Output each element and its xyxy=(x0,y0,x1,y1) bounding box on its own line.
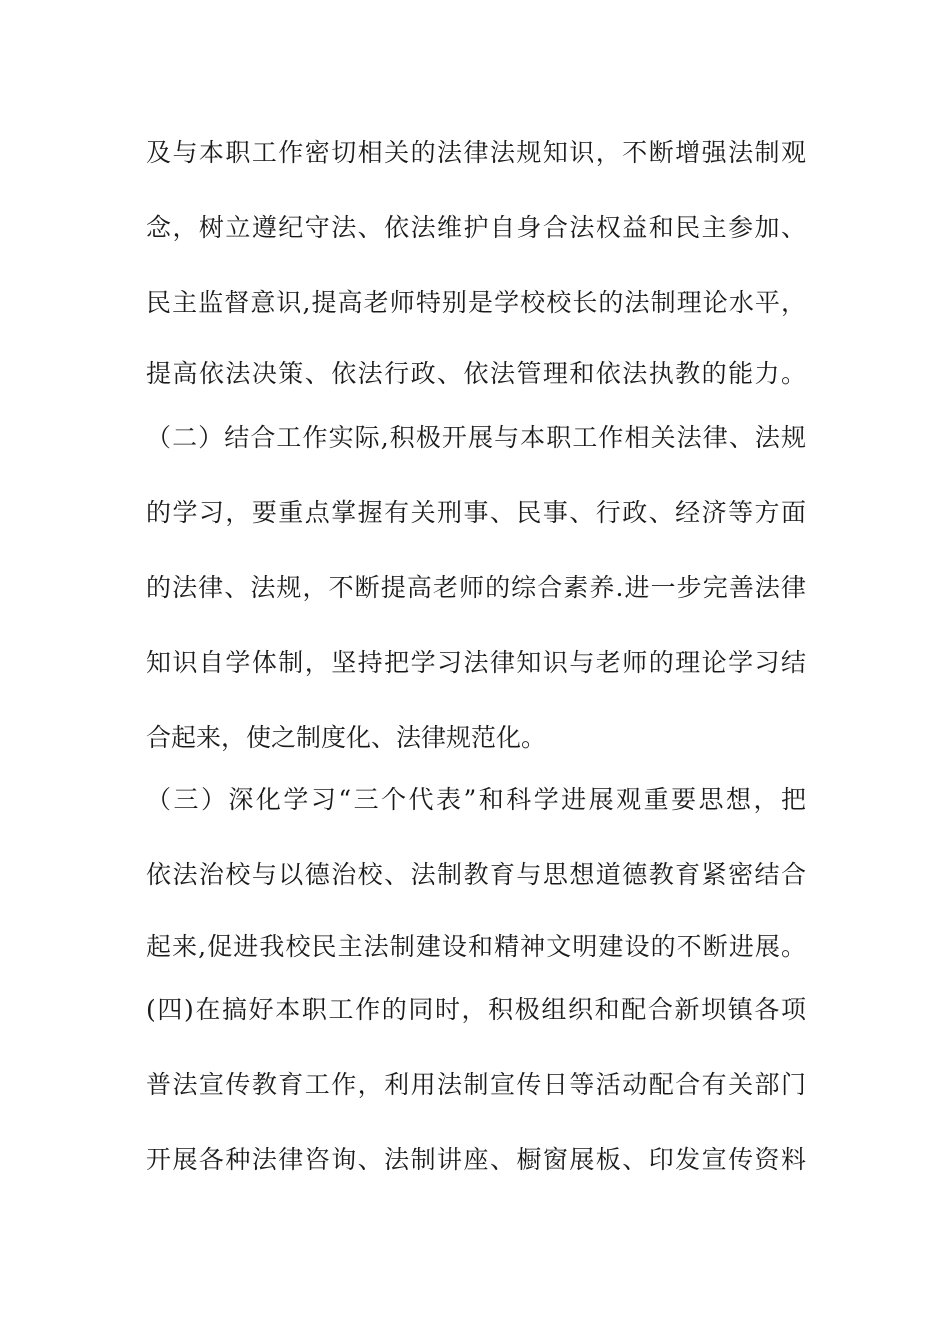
text-line-9: 合起来，使之制度化、法律规范化。 xyxy=(146,723,547,752)
text-line-14: 普法宣传教育工作，利用法制宣传日等活动配合有关部门 xyxy=(146,1070,806,1099)
text-line-4: 提高依法决策、依法行政、依法管理和依法执教的能力。 xyxy=(146,359,806,388)
text-line-11: 依法治校与以德治校、法制教育与思想道德教育紧密结合 xyxy=(146,860,806,889)
text-line-2: 念，树立遵纪守法、依法维护自身合法权益和民主参加、 xyxy=(146,213,806,242)
text-line-1: 及与本职工作密切相关的法律法规知识，不断增强法制观 xyxy=(146,138,806,167)
text-line-13: (四)在搞好本职工作的同时，积极组织和配合新坝镇各项 xyxy=(146,995,806,1024)
text-line-8: 知识自学体制，坚持把学习法律知识与老师的理论学习结 xyxy=(146,648,806,677)
text-line-7: 的法律、法规，不断提高老师的综合素养.进一步完善法律 xyxy=(146,573,806,602)
text-line-12: 起来,促进我校民主法制建设和精神文明建设的不断进展。 xyxy=(146,932,806,961)
text-line-15: 开展各种法律咨询、法制讲座、橱窗展板、印发宣传资料 xyxy=(146,1145,806,1174)
text-line-3: 民主监督意识,提高老师特别是学校校长的法制理论水平， xyxy=(146,288,806,317)
text-line-10: （三）深化学习“三个代表”和科学进展观重要思想，把 xyxy=(146,785,806,814)
text-line-6: 的学习，要重点掌握有关刑事、民事、行政、经济等方面 xyxy=(146,498,806,527)
text-line-5: （二）结合工作实际,积极开展与本职工作相关法律、法规 xyxy=(146,423,806,452)
